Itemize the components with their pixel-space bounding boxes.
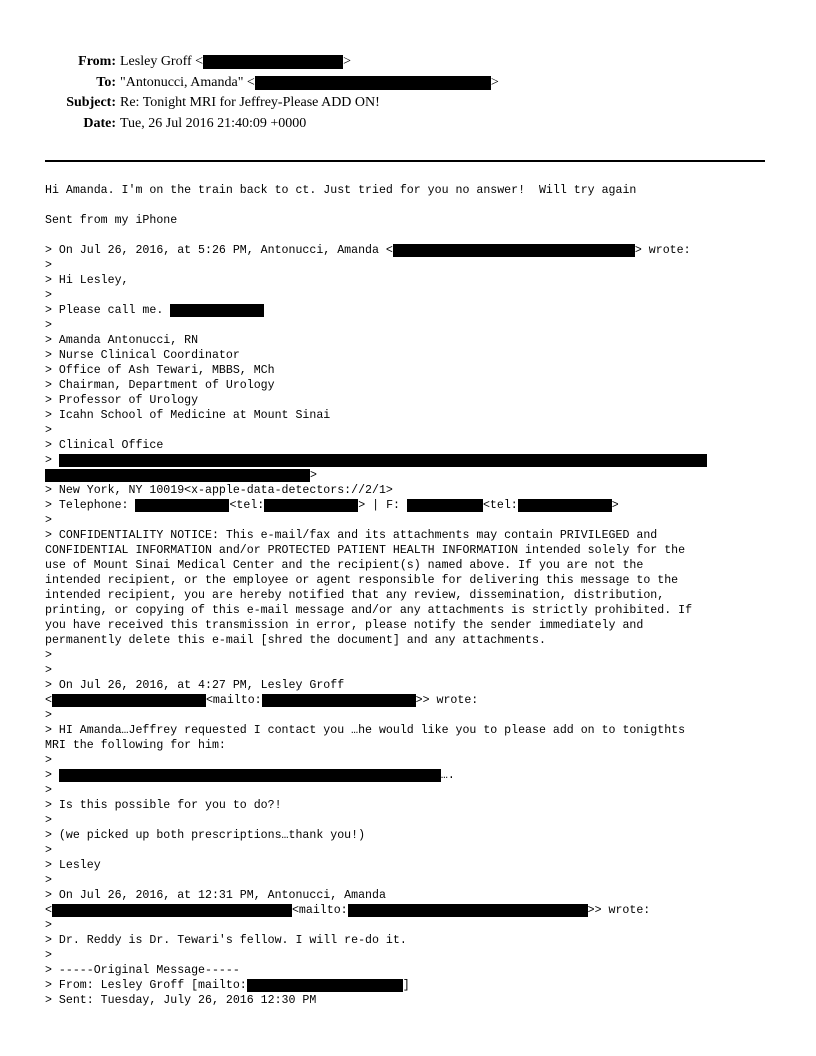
to-value: "Antonucci, Amanda" <	[120, 74, 255, 90]
redaction-phone	[135, 499, 229, 512]
from-row	[0, 52, 816, 73]
redaction-address	[45, 469, 310, 482]
signature-line: > Professor of Urology	[45, 394, 199, 407]
from-label: From:	[78, 54, 116, 69]
redaction-phone	[264, 499, 358, 512]
signature-line: > Clinical Office	[45, 439, 164, 452]
redaction-phone	[170, 304, 264, 317]
redaction-fax	[407, 499, 483, 512]
redaction-email	[393, 244, 635, 257]
notice-line: use of Mount Sinai Medical Center and the recipient(s) named above. If you are not the	[45, 559, 644, 572]
body-line: >	[45, 814, 52, 827]
quote-header-line: > On Jul 26, 2016, at 12:31 PM, Antonucci, Amanda	[45, 889, 386, 902]
header-divider	[45, 160, 765, 162]
signature-line: > New York, NY 10019<x-apple-data-detectors://2/1>	[45, 484, 393, 497]
body-line: >	[45, 874, 52, 887]
subject-value: Re: Tonight MRI for Jeffrey-Please ADD ON!	[120, 95, 380, 110]
body-line: > HI Amanda…Jeffrey requested I contact you …he would like you to please add on to tonigthts	[45, 724, 686, 737]
body-line: > -----Original Message-----	[45, 964, 240, 977]
quote-header-line: > On Jul 26, 2016, at 4:27 PM, Lesley Groff	[45, 679, 345, 692]
body-line: >	[45, 649, 52, 662]
redaction-request	[59, 769, 441, 782]
body-line: >	[45, 784, 52, 797]
redaction-to-email	[255, 76, 491, 90]
body-line: > Sent: Tuesday, July 26, 2016 12:30 PM	[45, 994, 317, 1007]
signature-line: > Icahn School of Medicine at Mount Sinai	[45, 409, 331, 422]
date-label: Date:	[83, 115, 116, 131]
body-line: >	[45, 949, 52, 962]
body-line: >	[45, 709, 52, 722]
redaction-address	[59, 454, 707, 467]
redaction-email	[247, 979, 403, 992]
body-line: > Dr. Reddy is Dr. Tewari's fellow. I will re-do it.	[45, 934, 407, 947]
notice-line: CONFIDENTIAL INFORMATION and/or PROTECTED PATIENT HEALTH INFORMATION intended solely for the	[45, 544, 686, 557]
from-value: Lesley Groff <	[120, 54, 204, 69]
body-line: >	[45, 664, 52, 677]
body-line: >	[45, 919, 52, 932]
body-line: >	[45, 844, 52, 857]
redaction-fax	[518, 499, 612, 512]
body-line: > From: Lesley Groff [mailto: ]	[45, 979, 410, 992]
body-line: >	[45, 289, 52, 302]
email-header	[0, 52, 816, 134]
body-line: >	[45, 453, 775, 468]
subject-row	[0, 93, 816, 114]
body-line: > Lesley	[45, 859, 101, 872]
body-line: >	[45, 319, 52, 332]
signature-line: > Chairman, Department of Urology	[45, 379, 275, 392]
to-label: To:	[96, 74, 116, 90]
notice-line: permanently delete this e-mail [shred the document] and any attachments.	[45, 634, 546, 647]
body-line: >	[45, 754, 52, 767]
body-line: > (we picked up both prescriptions…thank you!)	[45, 829, 366, 842]
notice-line: intended recipient, or the employee or agent responsible for delivering this message to the	[45, 574, 679, 587]
redaction-email	[348, 904, 588, 917]
body-line: > Please call me.	[45, 303, 775, 318]
notice-line: > CONFIDENTIALITY NOTICE: This e-mail/fax and its attachments may contain PRIVILEGED and	[45, 529, 658, 542]
signature-line: > Nurse Clinical Coordinator	[45, 349, 240, 362]
quote-header-line: < <mailto: >> wrote:	[45, 904, 651, 917]
to-row	[0, 73, 816, 94]
body-line: >	[45, 424, 52, 437]
redaction-from-email	[203, 55, 343, 69]
signature-line: > Office of Ash Tewari, MBBS, MCh	[45, 364, 275, 377]
notice-line: intended recipient, you are hereby notified that any review, dissemination, distribution,	[45, 589, 665, 602]
email-body	[45, 183, 775, 1008]
to-close: >	[490, 74, 499, 90]
body-line: > ….	[45, 769, 455, 782]
signature-line: > Amanda Antonucci, RN	[45, 334, 199, 347]
redaction-email	[262, 694, 416, 707]
quote-header-line: > On Jul 26, 2016, at 5:26 PM, Antonucci, Amanda < > wrote:	[45, 244, 691, 257]
body-line: > Is this possible for you to do?!	[45, 799, 282, 812]
phone-line: > Telephone: <tel: > | F: <tel: >	[45, 499, 619, 512]
body-line: Sent from my iPhone	[45, 214, 178, 227]
from-close: >	[343, 54, 351, 69]
body-line: MRI the following for him:	[45, 739, 226, 752]
body-line: >	[45, 259, 52, 272]
date-row	[0, 114, 816, 135]
body-line: Hi Amanda. I'm on the train back to ct. Just tried for you no answer! Will try again	[45, 184, 637, 197]
redaction-email	[52, 904, 292, 917]
body-line: > Hi Lesley,	[45, 274, 129, 287]
body-line: >	[45, 468, 775, 483]
quote-header-line: < <mailto: >> wrote:	[45, 694, 479, 707]
body-line: >	[45, 514, 52, 527]
redaction-email	[52, 694, 206, 707]
date-value: Tue, 26 Jul 2016 21:40:09 +0000	[120, 115, 307, 131]
subject-label: Subject:	[66, 95, 116, 110]
notice-line: printing, or copying of this e-mail message and/or any attachments is strictly prohibited. If	[45, 604, 693, 617]
notice-line: you have received this transmission in error, please notify the sender immediately and	[45, 619, 644, 632]
